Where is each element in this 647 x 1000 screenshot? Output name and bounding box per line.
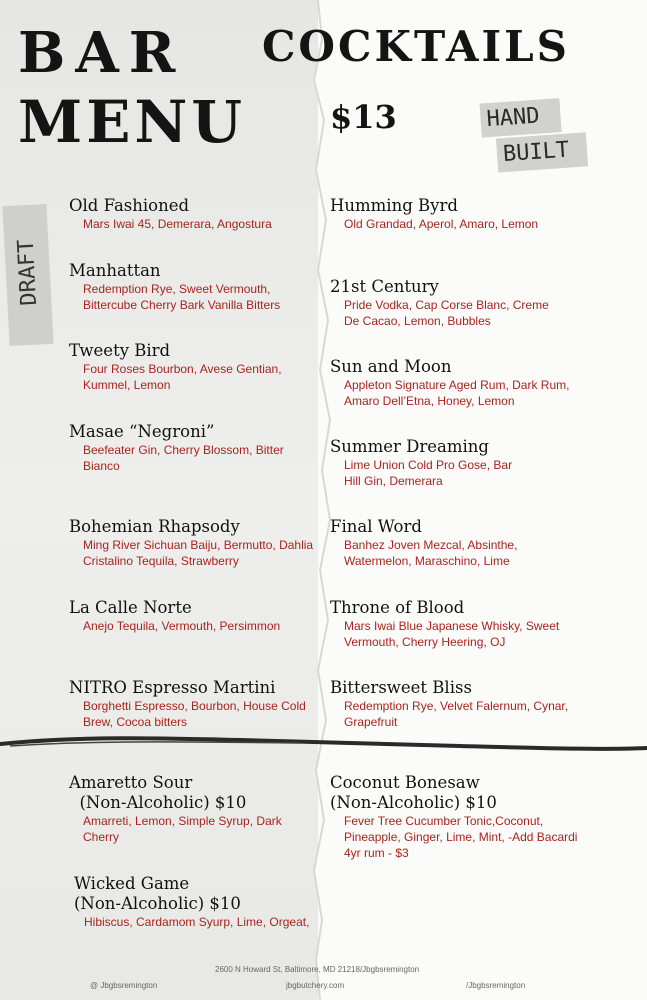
menu-item xyxy=(69,678,339,730)
menu-item xyxy=(330,437,530,489)
menu-item-na xyxy=(69,773,314,845)
item-name: Sun and Moon xyxy=(330,357,452,376)
menu-item-na xyxy=(330,773,600,861)
item-name: Throne of Blood xyxy=(330,598,465,617)
footer-facebook[interactable]: /Jbgbsremington xyxy=(466,981,526,990)
item-name: Masae “Negroni” xyxy=(69,422,215,441)
item-ingredients: Four Roses Bourbon, Avese Gentian, Kummel, Lemon xyxy=(83,362,282,392)
title-bar: BAR xyxy=(18,20,186,86)
menu-item xyxy=(330,598,600,650)
menu-item xyxy=(69,422,289,474)
item-name: Bohemian Rhapsody xyxy=(69,517,240,536)
item-name: Amaretto Sour (Non-Alcoholic) $10 xyxy=(69,773,247,812)
stamp-draft: DRAFT xyxy=(13,238,43,307)
item-ingredients: Banhez Joven Mezcal, Absinthe, Watermelon, Maraschino, Lime xyxy=(344,538,518,568)
item-name: Tweety Bird xyxy=(69,341,171,360)
footer-instagram[interactable]: @ Jbgbsremington xyxy=(90,981,158,990)
draft-stamp xyxy=(2,204,53,346)
menu-item xyxy=(69,517,314,569)
hand-built-stamp xyxy=(475,94,590,181)
item-ingredients: Borghetti Espresso, Bourbon, House Cold Brew, Cocoa bitters xyxy=(83,699,306,729)
menu-item xyxy=(69,598,339,634)
footer-website[interactable]: jbgbutchery.com xyxy=(286,981,345,990)
item-name: Old Fashioned xyxy=(69,196,190,215)
item-ingredients: Mars Iwai 45, Demerara, Angostura xyxy=(83,217,272,231)
menu-item xyxy=(330,357,600,409)
menu-item xyxy=(69,341,309,393)
item-name: Manhattan xyxy=(69,261,161,280)
item-ingredients: Hibiscus, Cardamom Syurp, Lime, Orgeat, xyxy=(84,915,310,929)
cocktail-price: $13 xyxy=(330,98,397,136)
menu-item xyxy=(330,277,565,329)
title-cocktails: COCKTAILS xyxy=(262,22,570,71)
item-name: Final Word xyxy=(330,517,422,536)
title-menu: MENU xyxy=(18,88,247,156)
item-name: Wicked Game (Non-Alcoholic) $10 xyxy=(74,874,241,913)
item-ingredients: Fever Tree Cucumber Tonic,Coconut, Pineapple, Ginger, Lime, Mint, -Add Bacardi 4yr rum - $3 xyxy=(344,814,578,860)
item-ingredients: Pride Vodka, Cap Corse Blanc, Creme De Cacao, Lemon, Bubbles xyxy=(344,298,549,328)
menu-item xyxy=(330,517,565,569)
stamp-hand: HAND xyxy=(485,103,541,133)
item-ingredients: Old Grandad, Aperol, Amaro, Lemon xyxy=(344,217,539,231)
stamp-built: BUILT xyxy=(502,137,571,168)
menu-item xyxy=(330,678,600,730)
item-name: Bittersweet Bliss xyxy=(330,678,472,697)
menu-item xyxy=(69,196,339,232)
item-name: Coconut Bonesaw (Non-Alcoholic) $10 xyxy=(330,773,497,812)
menu-item-na xyxy=(74,874,344,930)
menu-item xyxy=(330,196,600,232)
item-ingredients: Appleton Signature Aged Rum, Dark Rum, Amaro Dell’Etna, Honey, Lemon xyxy=(344,378,570,408)
item-ingredients: Anejo Tequila, Vermouth, Persimmon xyxy=(83,619,281,633)
item-name: 21st Century xyxy=(330,277,439,296)
item-ingredients: Lime Union Cold Pro Gose, Bar Hill Gin, Demerara xyxy=(344,458,513,488)
item-ingredients: Redemption Rye, Sweet Vermouth, Bittercube Cherry Bark Vanilla Bitters xyxy=(83,282,281,312)
item-ingredients: Amarreti, Lemon, Simple Syrup, Dark Cherry xyxy=(83,814,282,844)
item-ingredients: Ming River Sichuan Baiju, Bermutto, Dahlia Cristalino Tequila, Strawberry xyxy=(83,538,314,568)
menu-item xyxy=(69,261,324,313)
item-name: Humming Byrd xyxy=(330,196,458,215)
item-ingredients: Mars Iwai Blue Japanese Whisky, Sweet Vermouth, Cherry Heering, OJ xyxy=(344,619,560,649)
item-ingredients: Beefeater Gin, Cherry Blossom, Bitter Bianco xyxy=(83,443,284,473)
item-name: NITRO Espresso Martini xyxy=(69,678,276,697)
footer-address: 2600 N Howard St, Baltimore, MD 21218/Jbgbsremington xyxy=(215,965,420,974)
item-ingredients: Redemption Rye, Velvet Falernum, Cynar, Grapefruit xyxy=(344,699,569,729)
brush-divider xyxy=(0,730,647,754)
item-name: La Calle Norte xyxy=(69,598,192,617)
item-name: Summer Dreaming xyxy=(330,437,489,456)
